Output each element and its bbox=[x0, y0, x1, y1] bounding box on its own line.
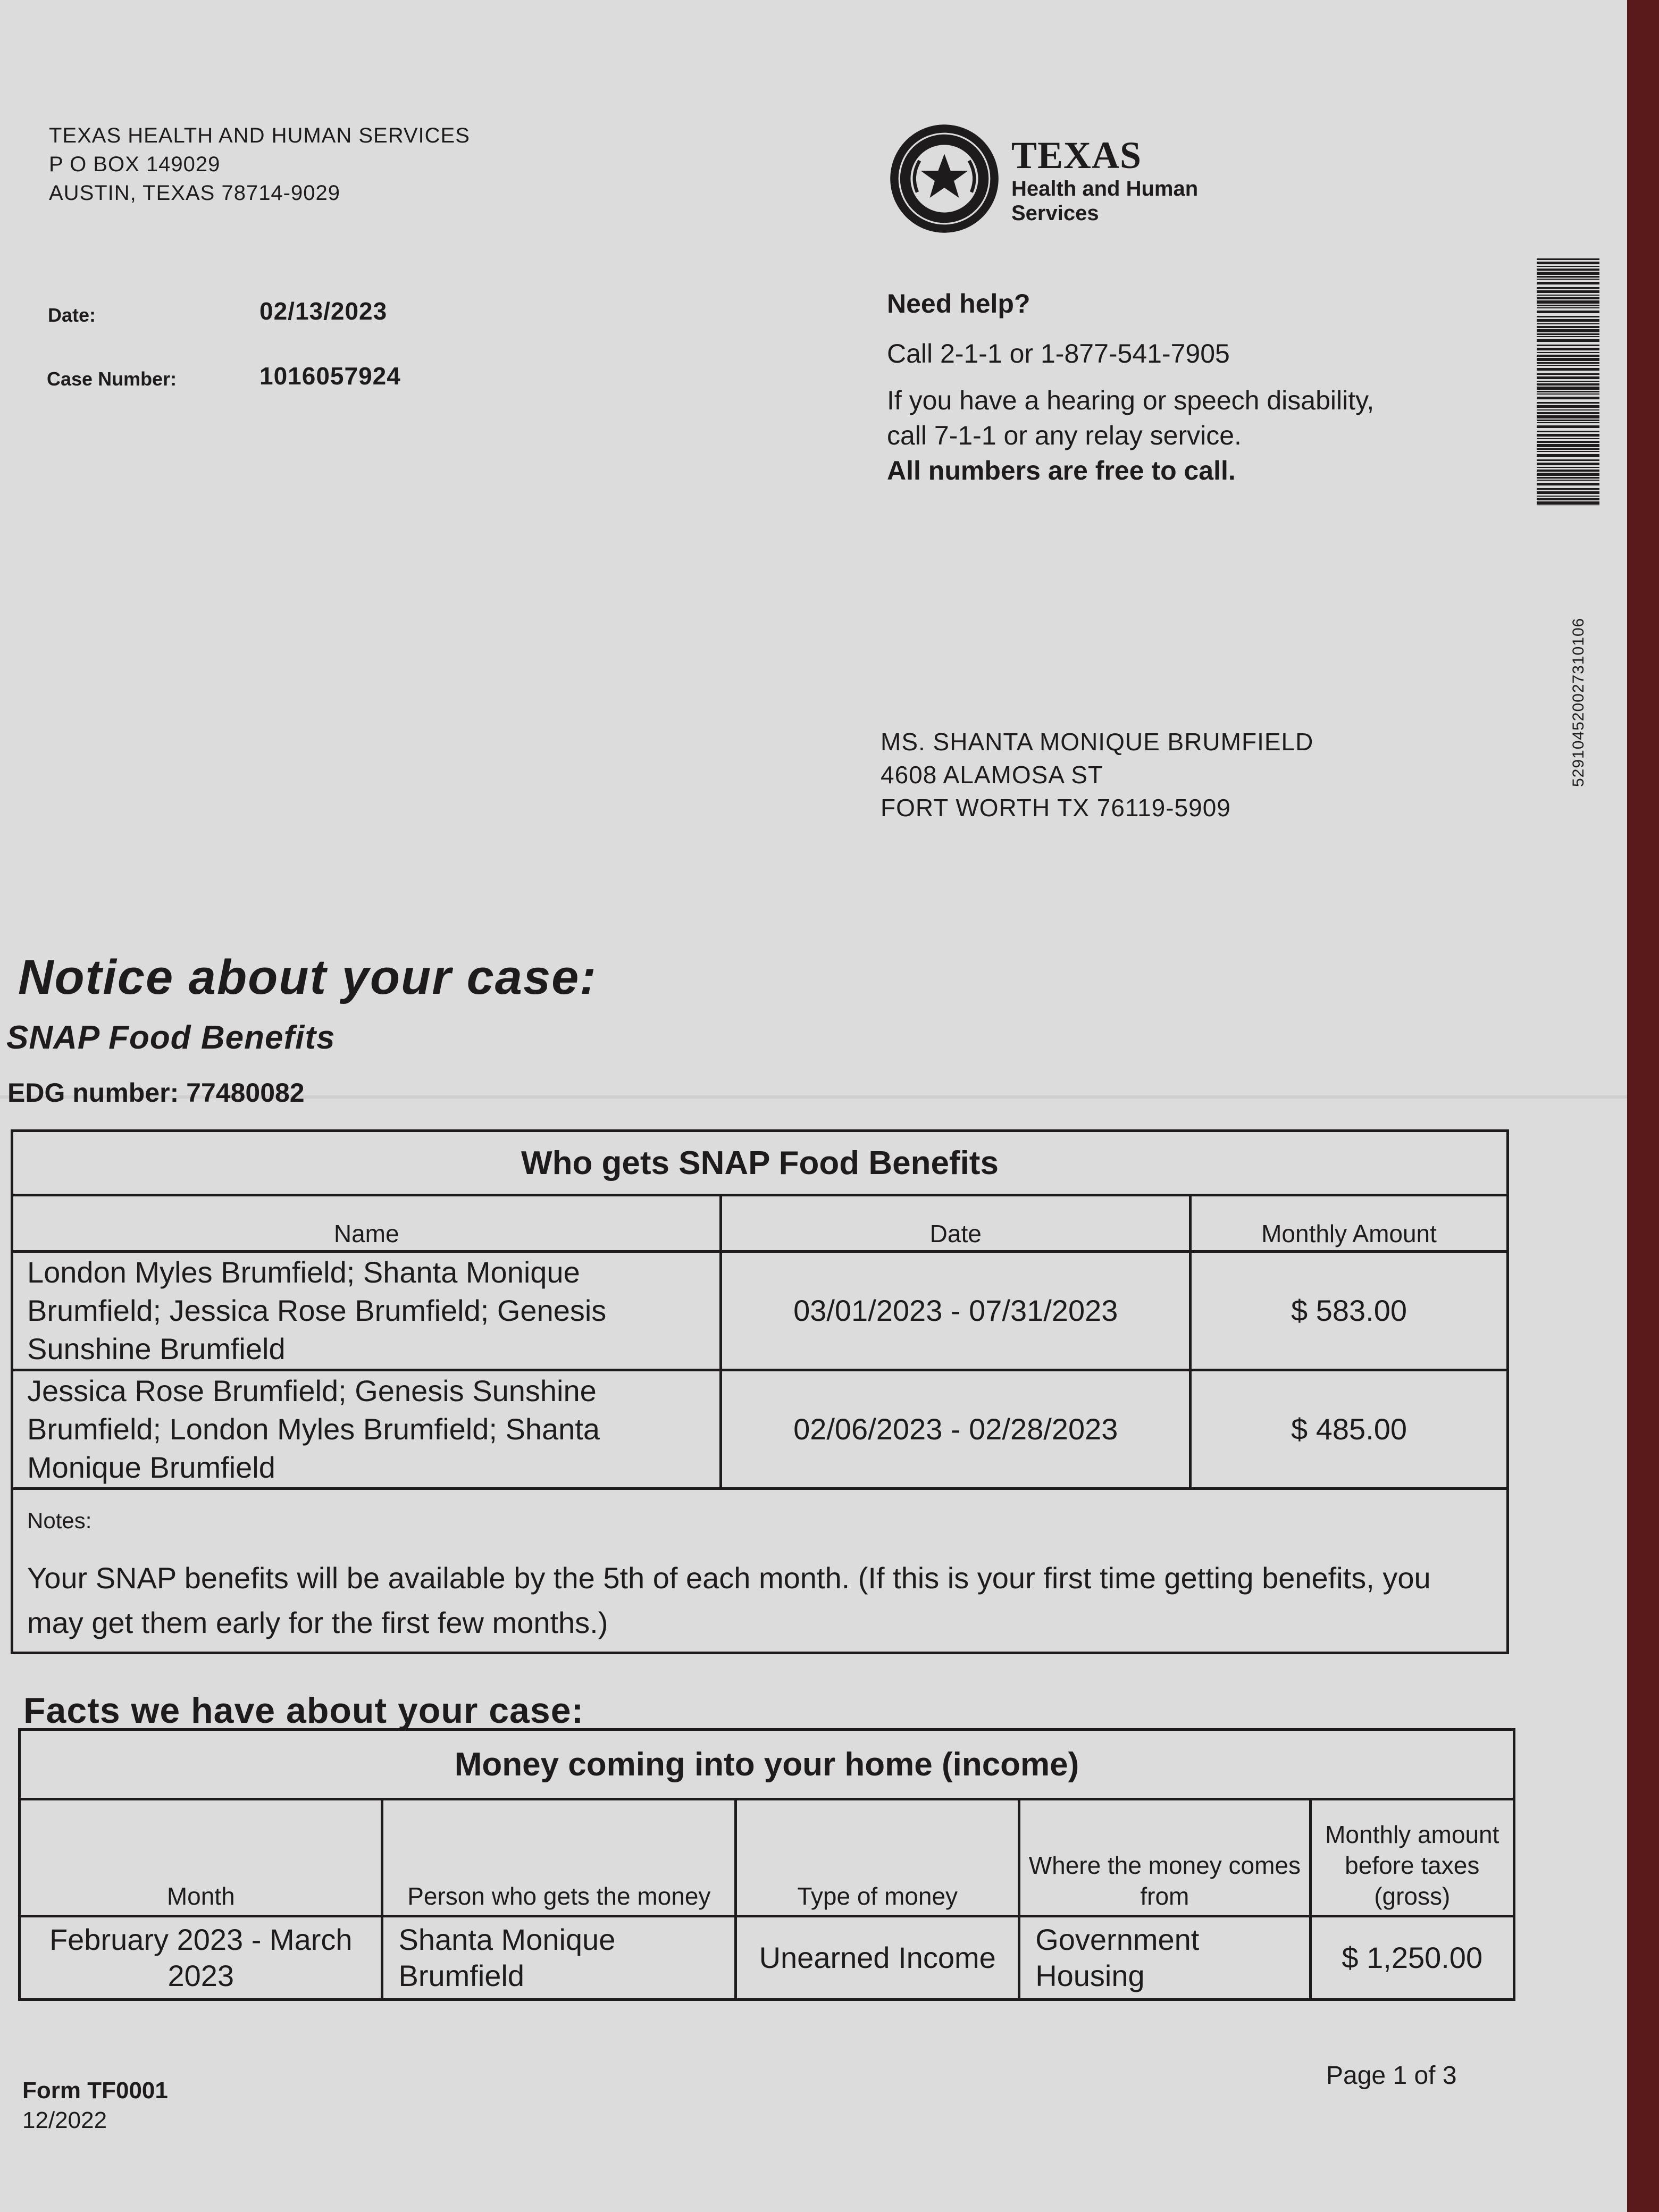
notes-text: Your SNAP benefits will be available by the 5th of each month. (If this is your first time getting benefits, you may get them early for the first few months.) bbox=[27, 1561, 1431, 1639]
benefit-amount: $ 485.00 bbox=[1191, 1370, 1508, 1489]
table-row bbox=[12, 1370, 1508, 1489]
page-number: Page 1 of 3 bbox=[1326, 2062, 1457, 2090]
recipient-names: Jessica Rose Brumfield; Genesis Sunshine Brumfield; London Myles Brumfield; Shanta Monique Brumfield bbox=[12, 1370, 721, 1489]
notes-cell bbox=[12, 1489, 1508, 1653]
table-row bbox=[20, 1916, 1514, 2000]
column-header-source: Where the money comes from bbox=[1019, 1799, 1310, 1916]
income-table bbox=[18, 1728, 1515, 2001]
date-value: 02/13/2023 bbox=[259, 297, 388, 325]
form-id bbox=[22, 2076, 168, 2135]
case-number-value: 1016057924 bbox=[259, 362, 401, 390]
income-table-caption: Money coming into your home (income) bbox=[20, 1730, 1514, 1799]
hhs-logo bbox=[888, 122, 1473, 239]
barcode-number: 5291045200273101​06 bbox=[1570, 617, 1587, 787]
column-header-amount: Monthly Amount bbox=[1191, 1195, 1508, 1252]
income-person: Shanta Monique Brumfield bbox=[382, 1916, 736, 2000]
edg-number bbox=[7, 1077, 305, 1108]
logo-title: TEXAS bbox=[1011, 134, 1142, 177]
sender-address bbox=[49, 121, 470, 207]
help-title: Need help? bbox=[887, 289, 1030, 319]
column-header-name: Name bbox=[12, 1195, 721, 1252]
edg-label: EDG number: bbox=[7, 1078, 179, 1108]
sender-line-2: P O BOX 149029 bbox=[49, 153, 221, 176]
recipient-names: London Myles Brumfield; Shanta Monique Brumfield; Jessica Rose Brumfield; Genesis Sunshine Brumfield bbox=[12, 1252, 721, 1370]
recipient-address bbox=[881, 725, 1313, 824]
income-month: February 2023 - March 2023 bbox=[20, 1916, 382, 2000]
help-call: Call 2-1-1 or 1-877-541-7905 bbox=[887, 339, 1230, 368]
recipient-city: FORT WORTH TX 76119-5909 bbox=[881, 794, 1231, 822]
recipient-name: MS. SHANTA MONIQUE BRUMFIELD bbox=[881, 728, 1314, 756]
program-name: SNAP Food Benefits bbox=[6, 1019, 336, 1056]
sender-line-3: AUSTIN, TEXAS 78714-9029 bbox=[49, 181, 340, 205]
income-type: Unearned Income bbox=[736, 1916, 1019, 2000]
benefit-period: 02/06/2023 - 02/28/2023 bbox=[721, 1370, 1191, 1489]
edg-value: 77480082 bbox=[186, 1078, 305, 1108]
date-label: Date: bbox=[48, 304, 96, 326]
income-source: Government Housing bbox=[1019, 1916, 1310, 2000]
column-header-gross: Monthly amount before taxes (gross) bbox=[1310, 1799, 1514, 1916]
facts-title: Facts we have about your case: bbox=[23, 1690, 584, 1731]
column-header-type: Type of money bbox=[736, 1799, 1019, 1916]
column-header-date: Date bbox=[721, 1195, 1191, 1252]
barcode bbox=[1537, 258, 1599, 506]
benefit-period: 03/01/2023 - 07/31/2023 bbox=[721, 1252, 1191, 1370]
help-line-1: If you have a hearing or speech disability, bbox=[887, 386, 1375, 415]
notes-label: Notes: bbox=[27, 1508, 92, 1533]
benefits-table bbox=[11, 1129, 1509, 1654]
help-line-2: call 7-1-1 or any relay service. bbox=[887, 421, 1242, 450]
recipient-street: 4608 ALAMOSA ST bbox=[881, 761, 1104, 789]
texas-seal-icon bbox=[888, 122, 1001, 235]
benefit-amount: $ 583.00 bbox=[1191, 1252, 1508, 1370]
sender-line-1: TEXAS HEALTH AND HUMAN SERVICES bbox=[49, 124, 470, 147]
logo-line-1: Health and Human bbox=[1011, 177, 1199, 200]
column-header-month: Month bbox=[20, 1799, 382, 1916]
benefits-table-caption: Who gets SNAP Food Benefits bbox=[12, 1131, 1508, 1195]
form-date: 12/2022 bbox=[22, 2107, 107, 2133]
form-number: Form TF0001 bbox=[22, 2077, 168, 2104]
help-section bbox=[887, 286, 1525, 488]
help-free: All numbers are free to call. bbox=[887, 456, 1236, 485]
logo-line-2: Services bbox=[1011, 202, 1099, 225]
column-header-person: Person who gets the money bbox=[382, 1799, 736, 1916]
table-row bbox=[12, 1252, 1508, 1370]
income-amount: $ 1,250.00 bbox=[1310, 1916, 1514, 2000]
case-number-label: Case Number: bbox=[47, 368, 177, 390]
notice-title: Notice about your case: bbox=[18, 950, 597, 1004]
